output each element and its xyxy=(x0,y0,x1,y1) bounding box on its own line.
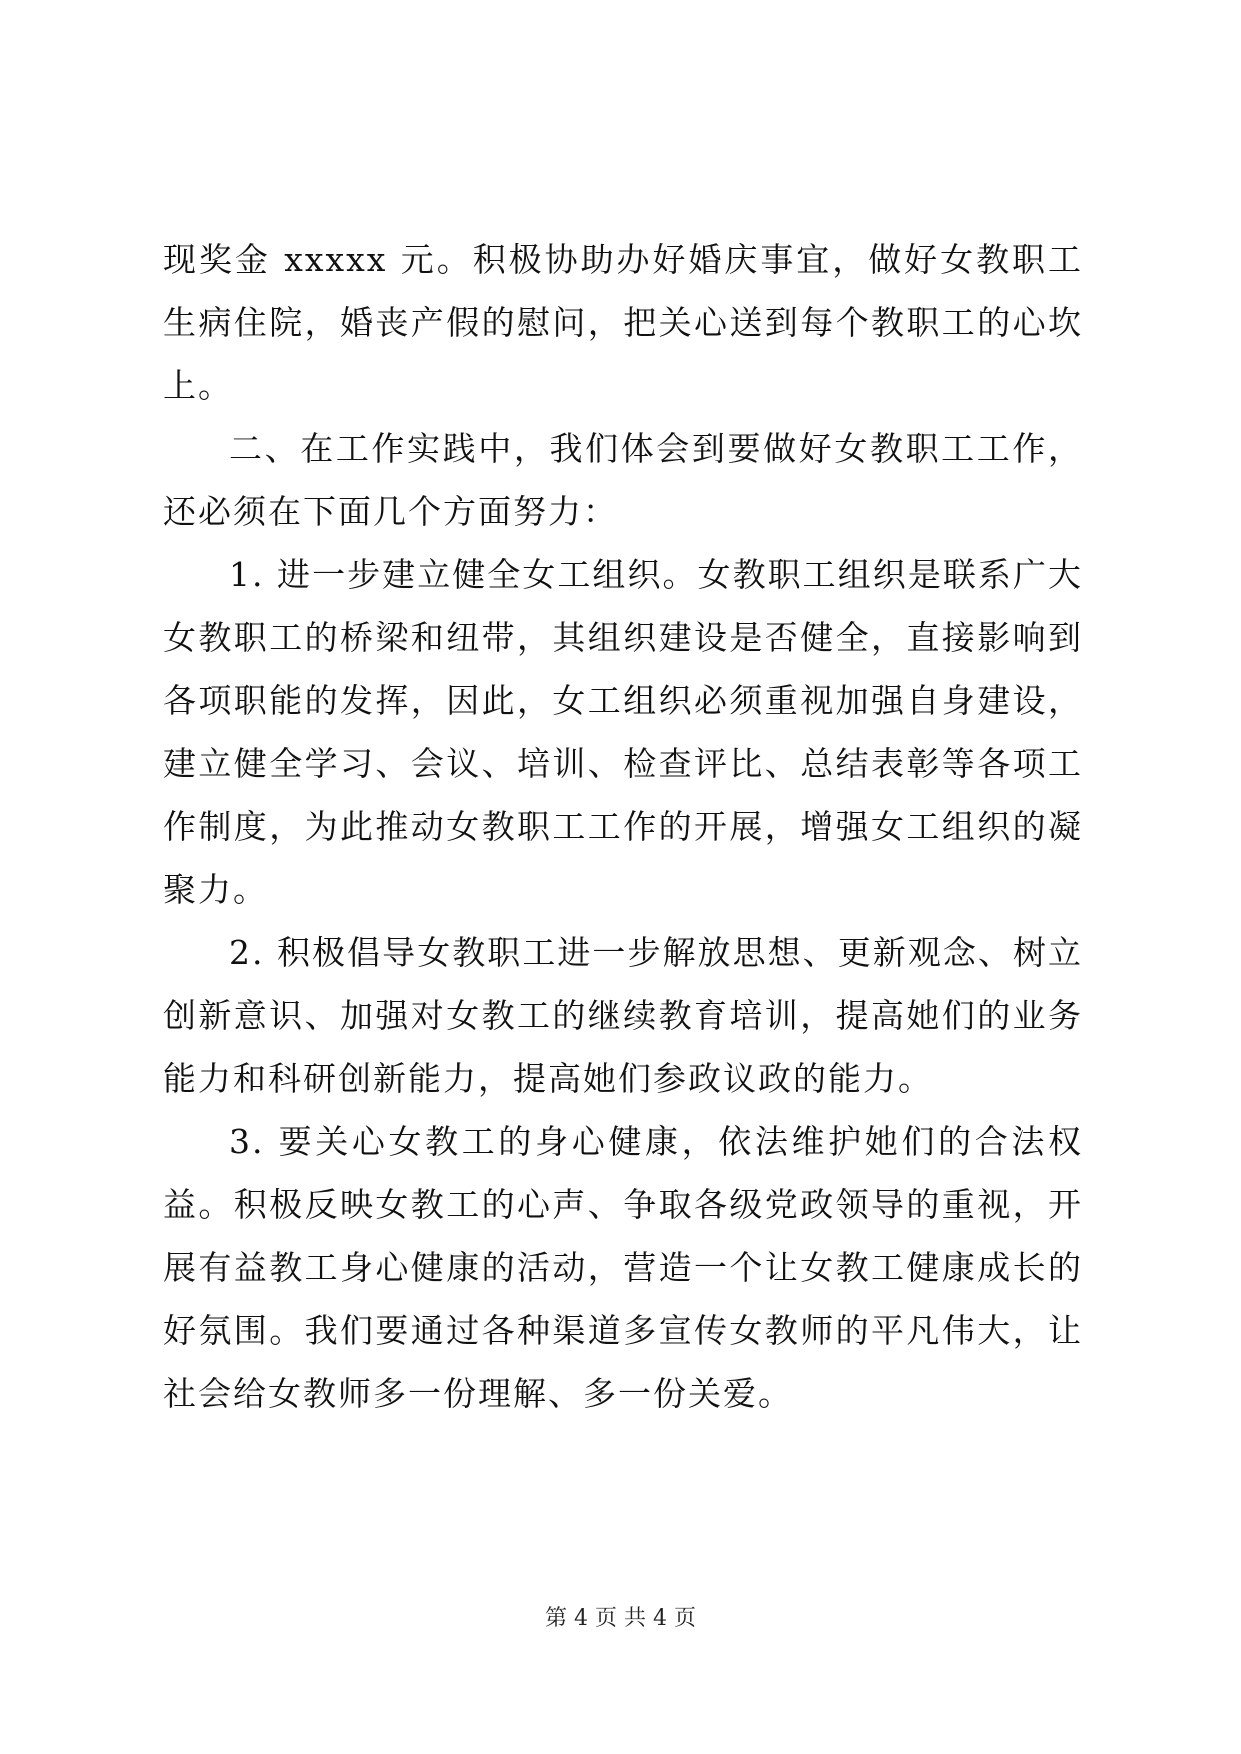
document-body xyxy=(163,228,1083,1425)
paragraph-continuation: 现奖金 xxxxx 元。积极协助办好婚庆事宜，做好女教职工生病住院，婚丧产假的慰问，把关心送到每个教职工的心坎上。 xyxy=(163,240,1083,405)
page-number: 第 4 页 共 4 页 xyxy=(545,1606,696,1631)
page-footer xyxy=(0,1604,1241,1634)
paragraph-item-2: 2. 积极倡导女教职工进一步解放思想、更新观念、树立创新意识、加强对女教工的继续教育培训，提高她们的业务能力和科研创新能力，提高她们参政议政的能力。 xyxy=(163,933,1083,1098)
paragraph-section-two: 二、在工作实践中，我们体会到要做好女教职工工作，还必须在下面几个方面努力： xyxy=(163,429,1083,531)
paragraph-item-1: 1. 进一步建立健全女工组织。女教职工组织是联系广大女教职工的桥梁和纽带，其组织建设是否健全，直接影响到各项职能的发挥，因此，女工组织必须重视加强自身建设，建立健全学习、会议、培训、检查评比、总结表彰等各项工作制度，为此推动女教职工工作的开展，增强女工组织的凝聚力。 xyxy=(163,555,1083,909)
paragraph-item-3: 3. 要关心女教工的身心健康，依法维护她们的合法权益。积极反映女教工的心声、争取各级党政领导的重视，开展有益教工身心健康的活动，营造一个让女教工健康成长的好氛围。我们要通过各种渠道多宣传女教师的平凡伟大，让社会给女教师多一份理解、多一份关爱。 xyxy=(163,1122,1083,1413)
